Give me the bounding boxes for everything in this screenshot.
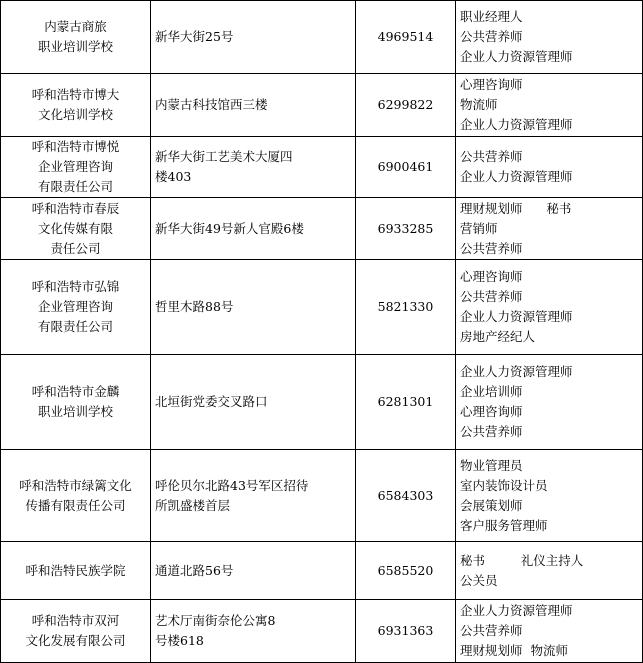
phone-text: 6900461 <box>377 159 434 174</box>
table-row <box>1 74 643 137</box>
courses-cell <box>456 355 643 450</box>
phone-cell <box>356 137 456 198</box>
institution-name-line: 呼和浩特市博悦 <box>31 139 120 154</box>
courses-line: 公共营养师 <box>460 149 523 164</box>
courses-cell <box>456 600 643 663</box>
institution-name-line: 文化发展有限公司 <box>25 633 126 648</box>
institution-name-line: 传播有限责任公司 <box>25 497 126 513</box>
address-cell <box>151 198 356 260</box>
institution-name-cell <box>1 74 151 137</box>
address-line: 新华大街25号 <box>155 29 234 44</box>
courses-line: 房地产经纪人 <box>460 329 536 344</box>
table-row <box>1 542 643 600</box>
phone-text: 6585520 <box>377 562 434 578</box>
institution-name-cell <box>1 198 151 260</box>
table-row <box>1 137 643 198</box>
address-line: 楼403 <box>155 169 192 184</box>
courses-line: 室内装饰设计员 <box>460 477 548 493</box>
courses-line: 企业培训师 <box>460 384 523 399</box>
courses-line: 理财规划师 秘书 <box>460 200 572 216</box>
institution-name-cell <box>1 260 151 355</box>
phone-text: 4969514 <box>377 29 434 44</box>
courses-line: 理财规划师 物流师 <box>460 643 568 658</box>
address-line: 哲里木路88号 <box>155 299 234 314</box>
address-line: 新华大街工艺美术大厦四 <box>155 149 293 164</box>
institution-name-cell <box>1 542 151 600</box>
address-cell <box>151 355 356 450</box>
courses-line: 营销师 <box>460 220 498 236</box>
phone-cell <box>356 600 456 663</box>
address-cell <box>151 74 356 137</box>
courses-cell <box>456 1 643 74</box>
courses-line: 职业经理人 <box>460 9 523 24</box>
address-line: 艺术厅南街奈伦公寓8 <box>155 613 276 628</box>
address-cell <box>151 137 356 198</box>
courses-line: 企业人力资源管理师 <box>460 364 573 379</box>
phone-text: 6281301 <box>377 394 434 409</box>
institution-name-line: 呼和浩特民族学院 <box>25 562 126 578</box>
institution-name-cell <box>1 355 151 450</box>
courses-line: 公共营养师 <box>460 289 523 304</box>
phone-text: 6933285 <box>377 220 434 236</box>
courses-line: 企业人力资源管理师 <box>460 169 573 184</box>
phone-cell <box>356 542 456 600</box>
address-line: 北垣街党委交叉路口 <box>155 394 268 409</box>
institution-name-line: 呼和浩特市金麟 <box>31 384 120 399</box>
courses-cell <box>456 542 643 600</box>
institution-name-line: 文化培训学校 <box>37 107 113 122</box>
institution-name-cell <box>1 137 151 198</box>
institution-name-cell <box>1 450 151 542</box>
courses-cell <box>456 137 643 198</box>
phone-cell <box>356 260 456 355</box>
courses-cell <box>456 74 643 137</box>
institution-name-line: 有限责任公司 <box>37 179 113 194</box>
table-row <box>1 260 643 355</box>
address-line: 号楼618 <box>155 633 204 648</box>
courses-cell <box>456 198 643 260</box>
courses-line: 心理咨询师 <box>460 404 523 419</box>
phone-cell <box>356 198 456 260</box>
address-cell <box>151 542 356 600</box>
phone-text: 6931363 <box>377 623 434 638</box>
address-line: 呼伦贝尔北路43号军区招待 <box>155 477 309 493</box>
courses-line: 物流师 <box>460 97 498 112</box>
institution-name-line: 职业培训学校 <box>37 39 113 54</box>
table-row <box>1 450 643 542</box>
phone-cell <box>356 74 456 137</box>
address-line: 内蒙古科技馆西三楼 <box>155 97 268 112</box>
courses-line: 心理咨询师 <box>460 269 523 284</box>
institution-name-line: 呼和浩特市博大 <box>31 87 120 102</box>
courses-line: 公共营养师 <box>460 29 523 44</box>
courses-line: 企业人力资源管理师 <box>460 117 573 132</box>
institution-name-line: 呼和浩特市绿篱文化 <box>19 477 132 493</box>
institution-name-line: 呼和浩特市弘锦 <box>31 279 120 294</box>
phone-text: 5821330 <box>377 299 434 314</box>
courses-cell <box>456 450 643 542</box>
institution-name-line: 呼和浩特市春辰 <box>31 200 120 216</box>
courses-line: 物业管理员 <box>460 457 523 473</box>
address-line: 所凯盛楼首层 <box>155 497 231 513</box>
courses-cell <box>456 260 643 355</box>
institution-name-line: 企业管理咨询 <box>37 159 113 174</box>
phone-cell <box>356 355 456 450</box>
courses-line: 公共营养师 <box>460 424 523 439</box>
phone-text: 6299822 <box>377 97 434 112</box>
courses-line: 企业人力资源管理师 <box>460 49 573 64</box>
phone-text: 6584303 <box>377 487 434 503</box>
phone-cell <box>356 450 456 542</box>
institution-name-line: 有限责任公司 <box>37 319 113 334</box>
phone-cell <box>356 1 456 74</box>
table-row <box>1 600 643 663</box>
courses-line: 企业人力资源管理师 <box>460 603 573 618</box>
courses-line: 公关员 <box>460 572 498 588</box>
address-line: 新华大街49号新人官殿6楼 <box>155 220 304 236</box>
table-row <box>1 198 643 260</box>
institution-name-cell <box>1 600 151 663</box>
address-cell <box>151 450 356 542</box>
institution-name-line: 企业管理咨询 <box>37 299 113 314</box>
address-cell <box>151 260 356 355</box>
courses-line: 心理咨询师 <box>460 77 523 92</box>
courses-line: 客户服务管理师 <box>460 517 548 533</box>
institution-name-line: 责任公司 <box>50 240 101 256</box>
institution-name-line: 职业培训学校 <box>37 404 113 419</box>
table-row <box>1 1 643 74</box>
address-cell <box>151 1 356 74</box>
institution-name-line: 内蒙古商旅 <box>44 19 107 34</box>
institution-name-line: 呼和浩特市双河 <box>31 613 120 628</box>
address-cell <box>151 600 356 663</box>
courses-line: 秘书 礼仪主持人 <box>460 552 584 568</box>
institution-name-line: 文化传媒有限 <box>37 220 113 236</box>
address-line: 通道北路56号 <box>155 562 234 578</box>
institution-name-cell <box>1 1 151 74</box>
table-body <box>1 1 643 663</box>
courses-line: 公共营养师 <box>460 623 523 638</box>
courses-line: 企业人力资源管理师 <box>460 309 573 324</box>
courses-line: 会展策划师 <box>460 497 523 513</box>
courses-line: 公共营养师 <box>460 240 523 256</box>
table-row <box>1 355 643 450</box>
